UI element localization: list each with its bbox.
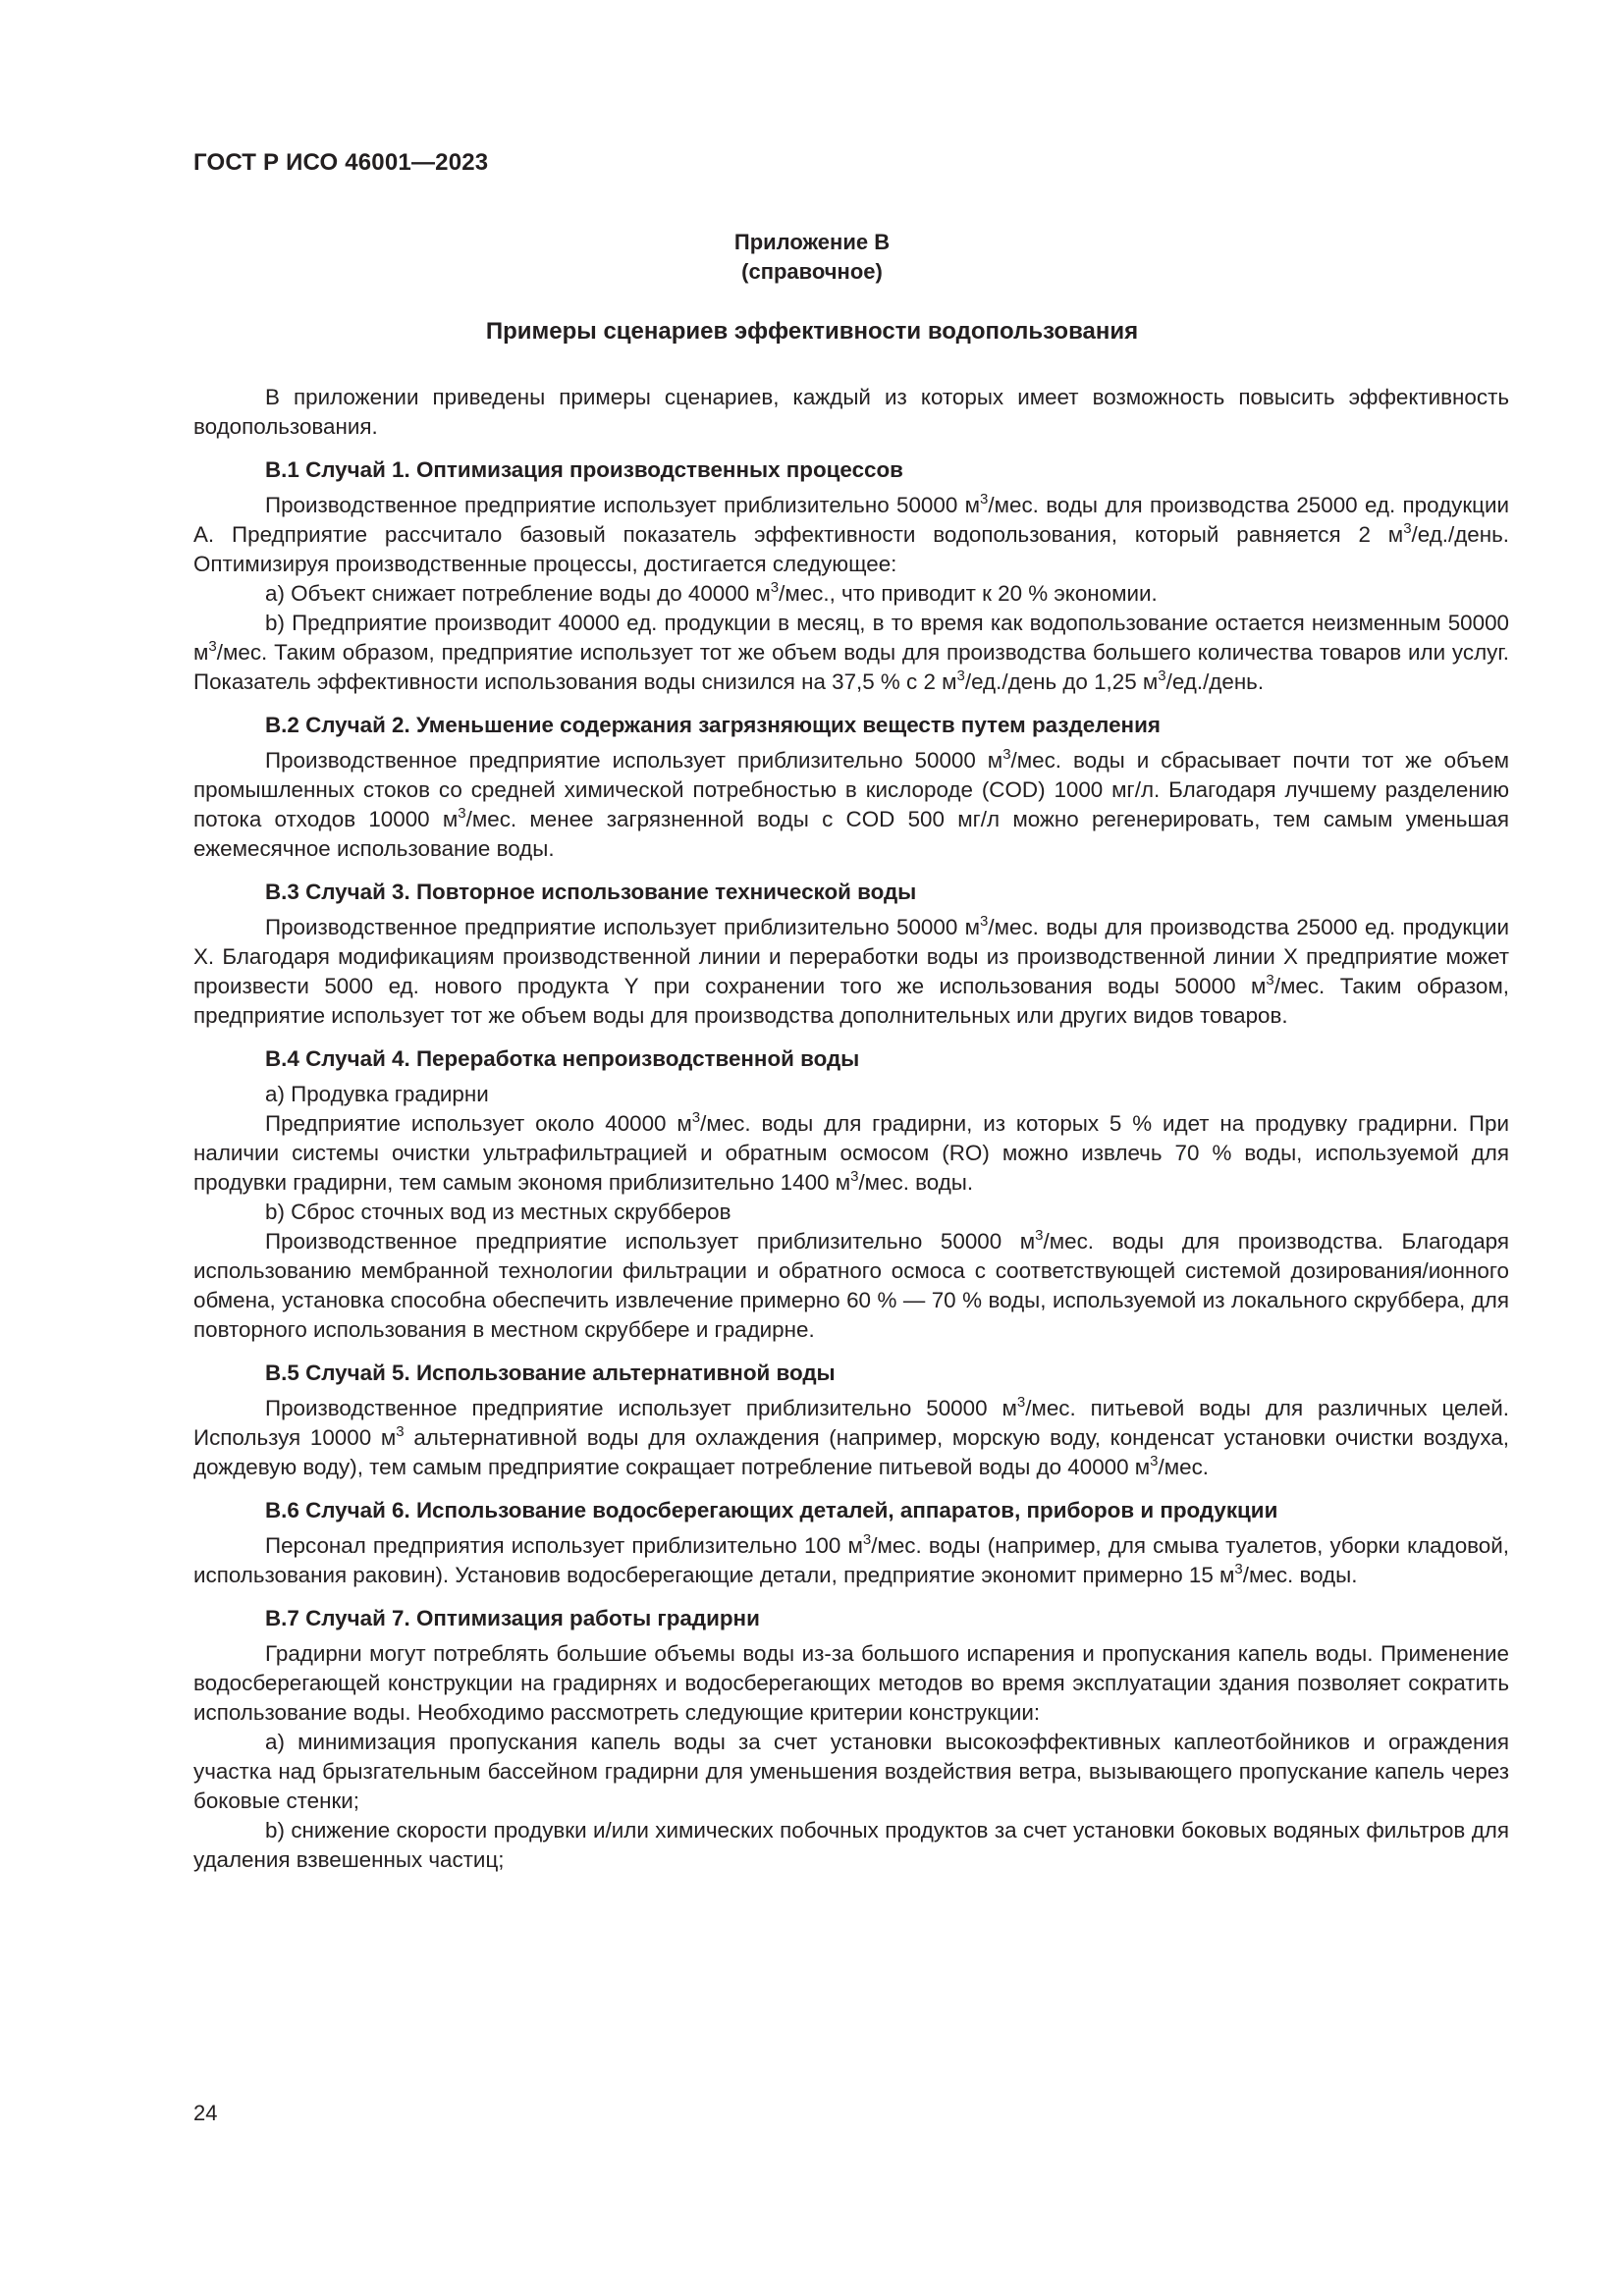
page-number: 24 [193, 2101, 218, 2125]
paragraph: Предприятие использует около 40000 $м^3$/мес. воды для градирни, из которых 5 % идет на продувку градирни. При наличии системы очистки ультрафильтрацией и обратным осмосом (RO) можно извлечь 70 % воды, используемой для продувки градирни, тем самым экономя приблизительно 1400 $м^3$/мес. воды. [193, 1109, 1509, 1195]
paragraph: а) Объект снижает потребление воды до 40000 $м^3$/мес., что приводит к 20 % экономии. [265, 579, 1158, 606]
document-body [193, 383, 1509, 1875]
paragraph: Градирни могут потреблять большие объемы воды из-за большого испарения и пропускания капель воды. Применение водосберегающей конструкции на градирнях и водосберегающих методов во время эксплуатации здания позволяет сократить использование воды. Необходимо рассмотреть следующие критерии конструкции: [193, 1641, 1509, 1725]
appendix-label: Приложение В [733, 230, 891, 254]
section-heading: В.3 Случай 3. Повторное использование технической воды [265, 880, 917, 904]
paragraph: Производственное предприятие использует приблизительно 50000 $м^3$/мес. воды для производства 25000 ед. продукции X. Благодаря модификациям производственной линии и переработки воды из производственной линии X предприятие может произвести 5000 ед. нового продукта Y при сохранении того же использования воды 50000 $м^3$/мес. Таким образом, предприятие использует тот же объем воды для производства дополнительных или других видов товаров. [193, 913, 1509, 1028]
paragraph: а) минимизация пропускания капель воды за счет установки высокоэффективных каплеотбойников и ограждения участка над брызгательным бассейном градирни для уменьшения воздействия ветра, вызывающего пропускание капель через боковые стенки; [193, 1730, 1509, 1813]
section-heading: В.2 Случай 2. Уменьшение содержания загрязняющих веществ путем разделения [265, 713, 1161, 737]
list-label: b) Сброс сточных вод из местных скрубберов [265, 1200, 731, 1224]
appendix-type: (справочное) [741, 259, 883, 284]
section-heading: В.7 Случай 7. Оптимизация работы градирни [265, 1606, 760, 1630]
paragraph: Производственное предприятие использует приблизительно 50000 $м^3$/мес. воды и сбрасывает почти тот же объем промышленных стоков со средней химической потребностью в кислороде (COD) 1000 мг/л. Благодаря лучшему разделению потока отходов 10000 $м^3$/мес. менее загрязненной воды с COD 500 мг/л можно регенерировать, тем самым уменьшая ежемесячное использование воды. [193, 746, 1509, 861]
paragraph: b) снижение скорости продувки и/или химических побочных продуктов за счет установки боковых водяных фильтров для удаления взвешенных частиц; [193, 1818, 1509, 1872]
paragraph: Производственное предприятие использует приблизительно 50000 $м^3$/мес. воды для производства 25000 ед. продукции А. Предприятие рассчитало базовый показатель эффективности водопользования, который равняется 2 $м^3/ед$./день. Оптимизируя производственные процессы, достигается следующее: [193, 491, 1509, 576]
document-header: ГОСТ Р ИСО 46001—2023 [193, 149, 489, 176]
intro-paragraph: В приложении приведены примеры сценариев, каждый из которых имеет возможность повысить эффективность водопользования. [193, 385, 1509, 439]
page-title: Примеры сценариев эффективности водопользования [485, 318, 1139, 345]
section-heading: В.6 Случай 6. Использование водосберегающих деталей, аппаратов, приборов и продукции [265, 1498, 1278, 1522]
appendix-heading [0, 228, 1624, 287]
section-heading: В.5 Случай 5. Использование альтернативной воды [265, 1361, 836, 1385]
section-heading: В.1 Случай 1. Оптимизация производственных процессов [265, 457, 903, 482]
paragraph: Производственное предприятие использует приблизительно 50000 $м^3$/мес. питьевой воды для различных целей. Используя 10000 $м^3$ альтернативной воды для охлаждения (например, морскую воду, конденсат установки очистки воздуха, дождевую воду), тем самым предприятие сокращает потребление питьевой воды до 40000 $м^3$/мес. [193, 1394, 1509, 1479]
paragraph: Персонал предприятия использует приблизительно 100 $м^3$/мес. воды (например, для смыва туалетов, уборки кладовой, использования раковин). Установив водосберегающие детали, предприятие экономит примерно 15 $м^3$/мес. воды. [193, 1531, 1509, 1587]
paragraph: Производственное предприятие использует приблизительно 50000 $м^3$/мес. воды для производства. Благодаря использованию мембранной технологии фильтрации и обратного осмоса с соответствующей системой дозирования/ионного обмена, установка способна обеспечить извлечение примерно 60 % — 70 % воды, используемой из локального скруббера, для повторного использования в местном скруббере и градирне. [193, 1227, 1509, 1342]
list-label: а) Продувка градирни [265, 1082, 489, 1106]
paragraph: b) Предприятие производит 40000 ед. продукции в месяц, в то время как водопользование остается неизменным 50000 $м^3$/мес. Таким образом, предприятие использует тот же объем воды для производства большего количества товаров или услуг. Показатель эффективности использования воды снизился на 37,5 % с 2 $м^3/ед$./день до 1,25 $м^3/ед$./день. [193, 611, 1509, 694]
section-heading: В.4 Случай 4. Переработка непроизводственной воды [265, 1046, 860, 1071]
